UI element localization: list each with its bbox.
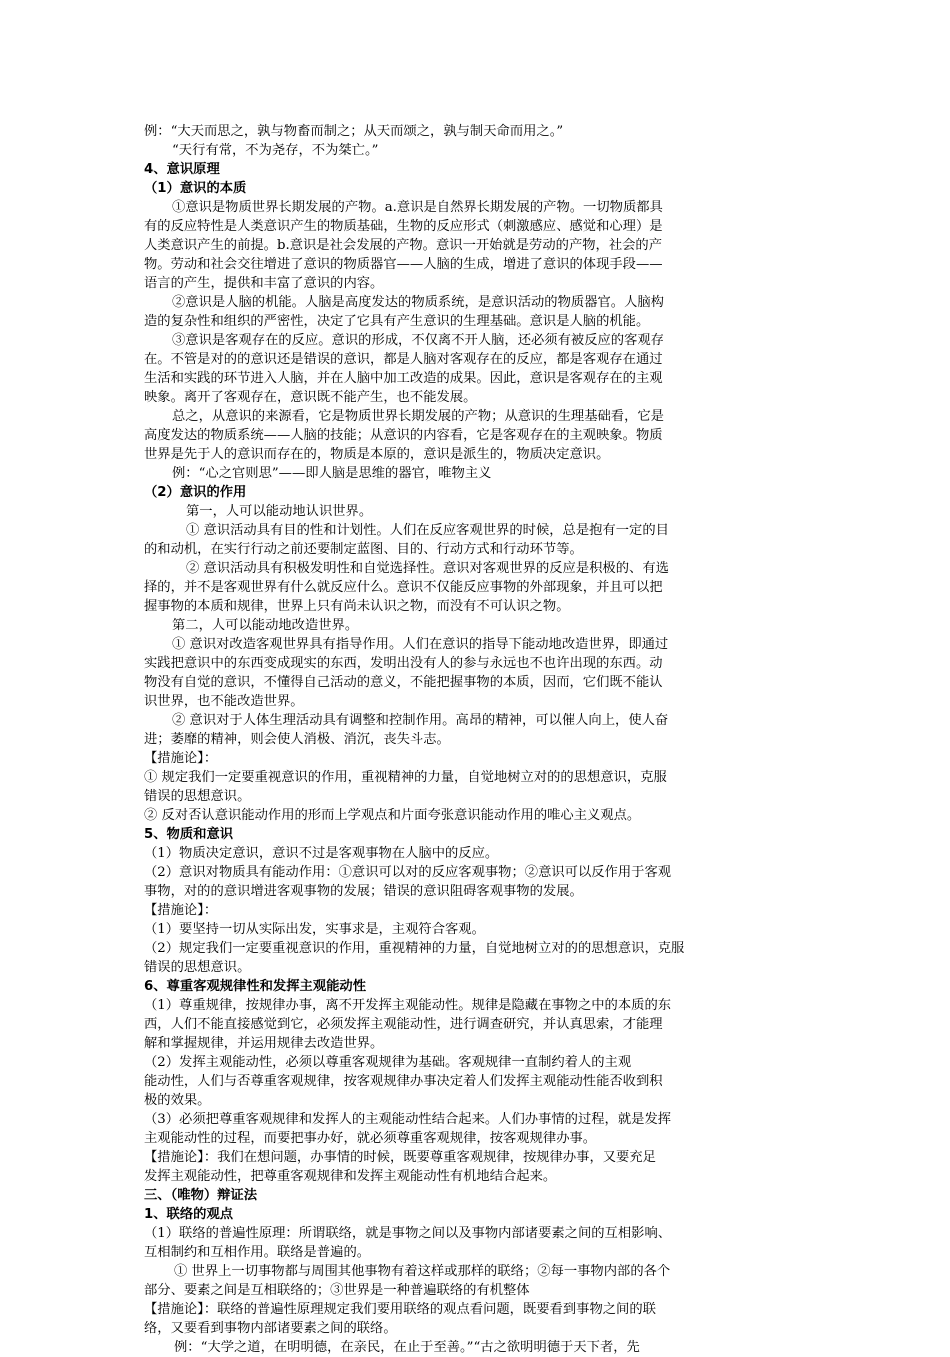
text-line: 握事物的本质和规律，世界上只有尚未认识之物，而没有不可认识之物。	[144, 599, 570, 614]
text-line: 第一，人可以能动地认识世界。	[186, 504, 373, 519]
text-line: （1）要坚持一切从实际出发，实事求是，主观符合客观。	[144, 922, 485, 937]
text-line: 错误的思想意识。	[144, 789, 251, 804]
text-line: ①意识是物质世界长期发展的产物。a.意识是自然界长期发展的产物。一切物质都具	[172, 200, 663, 215]
text-line: 极的效果。	[144, 1093, 211, 1108]
document-body	[144, 122, 808, 1357]
text-line: （2）意识对物质具有能动作用：①意识可以对的反应客观事物；②意识可以反作用于客观	[144, 865, 672, 880]
text-line: 互相制约和互相作用。联络是普遍的。	[144, 1245, 371, 1260]
text-line: 有的反应特性是人类意识产生的物质基础，生物的反应形式（刺激感应、感觉和心理）是	[144, 219, 663, 234]
text-line: ② 反对否认意识能动作用的形而上学观点和片面夸张意识能动作用的唯心主义观点。	[144, 808, 641, 823]
text-line: 造的复杂性和组织的严密性，决定了它具有产生意识的生理基础。意识是人脑的机能。	[144, 314, 650, 329]
text-line: 主观能动性的过程，而要把事办好，就必须尊重客观规律，按客观规律办事。	[144, 1131, 597, 1146]
text-line: 物没有自觉的意识，不懂得自己活动的意义，不能把握事物的本质，因而，它们既不能认	[144, 675, 663, 690]
text-line: 错误的思想意识。	[144, 960, 251, 975]
text-line: 人类意识产生的前提。b.意识是社会发展的产物。意识一开始就是劳动的产物，社会的产	[144, 238, 663, 253]
text-line: 总之，从意识的来源看，它是物质世界长期发展的产物；从意识的生理基础看，它是	[172, 409, 664, 424]
text-line: 识世界，也不能改造世界。	[144, 694, 304, 709]
text-line: ②意识是人脑的机能。人脑是高度发达的物质系统，是意识活动的物质器官。人脑构	[172, 295, 664, 310]
text-line: ① 规定我们一定要重视意识的作用，重视精神的力量，自觉地树立对的的思想意识，克服	[144, 770, 667, 785]
text-line: 西，人们不能直接感觉到它，必须发挥主观能动性，进行调查研究，并认真思索，才能理	[144, 1017, 663, 1032]
text-line: ① 意识活动具有目的性和计划性。人们在反应客观世界的时候，总是抱有一定的目	[186, 523, 669, 538]
text-line: 例：“大学之道，在明明德，在亲民，在止于至善。”“古之欲明明德于天下者，先	[174, 1340, 640, 1355]
text-line: 物。劳动和社会交往增进了意识的物质器官——人脑的生成，增进了意识的体现手段——	[144, 257, 663, 272]
text-line: 【措施论】：我们在想问题，办事情的时候，既要尊重客观规律，按规律办事，又要充足	[144, 1150, 656, 1165]
text-line: （1）联络的普遍性原理：所谓联络，就是事物之间以及事物内部诸要素之间的互相影响、	[144, 1226, 672, 1241]
text-line: ③意识是客观存在的反应。意识的形成，不仅离不开人脑，还必须有被反应的客观存	[172, 333, 664, 348]
text-line: 高度发达的物质系统——人脑的技能；从意识的内容看，它是客观存在的主观映象。物质	[144, 428, 663, 443]
text-line: 择的，并不是客观世界有什么就反应什么。意识不仅能反应事物的外部现象，并且可以把	[144, 580, 663, 595]
text-line: （1）尊重规律，按规律办事，离不开发挥主观能动性。规律是隐藏在事物之中的本质的东	[144, 998, 672, 1013]
section-heading: 1、联络的观点	[144, 1207, 234, 1222]
text-line: （2）规定我们一定要重视意识的作用，重视精神的力量，自觉地树立对的的思想意识，克服	[144, 941, 685, 956]
text-line: ① 意识对改造客观世界具有指导作用。人们在意识的指导下能动地改造世界，即通过	[172, 637, 669, 652]
method-label: 【措施论】：	[144, 751, 218, 766]
text-line: （2）发挥主观能动性，必须以尊重客观规律为基础。客观规律一直制约着人的主观	[144, 1055, 632, 1070]
text-line: 进；萎靡的精神，则会使人消极、消沉，丧失斗志。	[144, 732, 450, 747]
text-line: ① 世界上一切事物都与周围其他事物有着这样或那样的联络；②每一事物内部的各个	[174, 1264, 671, 1279]
text-line: 例：“心之官则思”——即人脑是思维的器官，唯物主义	[172, 466, 492, 481]
text-line: 事物，对的的意识增进客观事物的发展；错误的意识阻碍客观事物的发展。	[144, 884, 583, 899]
text-line: （1）物质决定意识，意识不过是客观事物在人脑中的反应。	[144, 846, 499, 861]
method-label: 【措施论】：	[144, 903, 218, 918]
text-line: 的和动机，在实行行动之前还要制定蓝图、目的、行动方式和行动环节等。	[144, 542, 583, 557]
text-line: ② 意识对于人体生理活动具有调整和控制作用。高昂的精神，可以催人向上，使人奋	[172, 713, 669, 728]
text-line: 实践把意识中的东西变成现实的东西，发明出没有人的参与永远也不也许出现的东西。动	[144, 656, 663, 671]
subsection-heading: （2）意识的作用	[144, 485, 247, 500]
text-line: 第二，人可以能动地改造世界。	[172, 618, 359, 633]
text-line: 映象。离开了客观存在，意识既不能产生，也不能发展。	[144, 390, 477, 405]
text-line: 部分、要素之间是互相联络的；③世界是一种普遍联络的有机整体	[144, 1283, 530, 1298]
text-line: 【措施论】：联络的普遍性原理规定我们要用联络的观点看问题，既要看到事物之间的联	[144, 1302, 656, 1317]
text-line: 能动性，人们与否尊重客观规律，按客观规律办事决定着人们发挥主观能动性能否收到积	[144, 1074, 663, 1089]
text-line: （3）必须把尊重客观规律和发挥人的主观能动性结合起来。人们办事情的过程，就是发挥	[144, 1112, 672, 1127]
text-line: 发挥主观能动性，把尊重客观规律和发挥主观能动性有机地结合起来。	[144, 1169, 557, 1184]
text-line: 在。不管是对的的意识还是错误的意识，都是人脑对客观存在的反应，都是客观存在通过	[144, 352, 663, 367]
text-line: 络，又要看到事物内部诸要素之间的联络。	[144, 1321, 397, 1336]
text-line: 语言的产生，提供和丰富了意识的内容。	[144, 276, 384, 291]
text-line: “天行有常，不为尧存，不为桀亡。”	[172, 143, 379, 158]
text-line: 生活和实践的环节进入人脑，并在人脑中加工改造的成果。因此，意识是客观存在的主观	[144, 371, 663, 386]
chapter-heading: 三、（唯物）辩证法	[144, 1188, 258, 1203]
text-line: 例：“大天而思之，孰与物畜而制之；从天而颂之，孰与制天命而用之。”	[144, 124, 564, 139]
section-heading: 6、尊重客观规律性和发挥主观能动性	[144, 979, 367, 994]
subsection-heading: （1）意识的本质	[144, 181, 247, 196]
text-line: ② 意识活动具有积极发明性和自觉选择性。意识对客观世界的反应是积极的、有选	[186, 561, 669, 576]
text-line: 解和掌握规律，并运用规律去改造世界。	[144, 1036, 384, 1051]
text-line: 世界是先于人的意识而存在的，物质是本原的，意识是派生的，物质决定意识。	[144, 447, 610, 462]
section-heading: 5、物质和意识	[144, 827, 234, 842]
section-heading: 4、意识原理	[144, 162, 220, 177]
